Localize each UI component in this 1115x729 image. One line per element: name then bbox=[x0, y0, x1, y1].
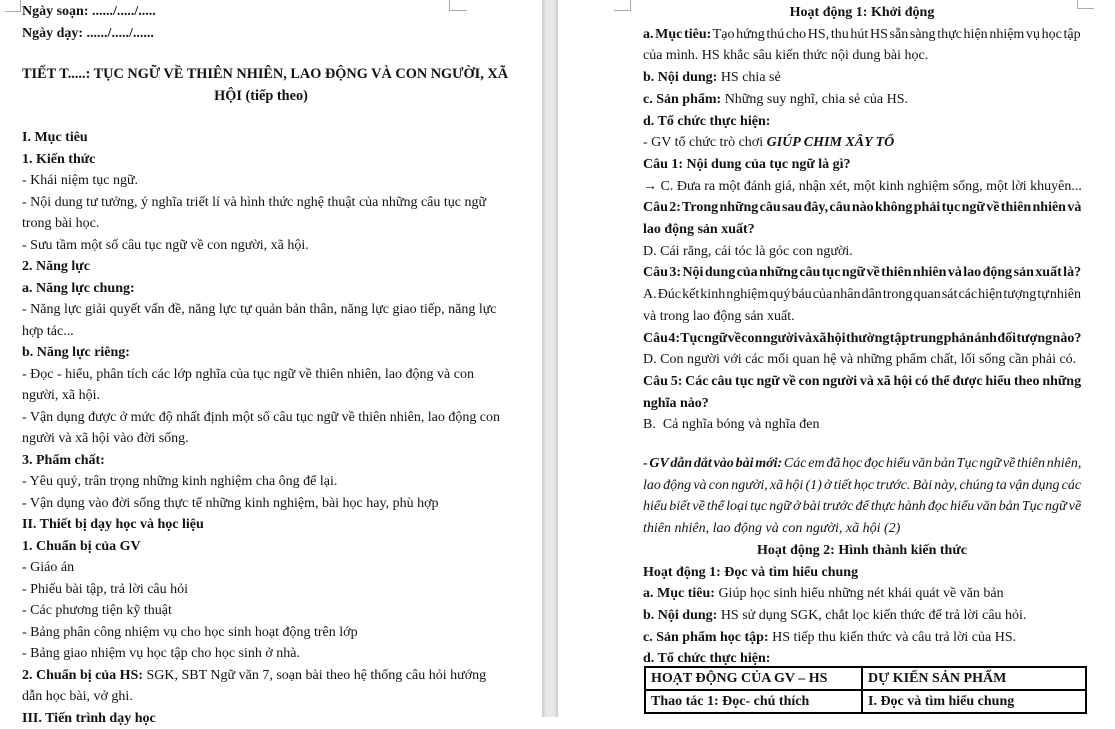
page-left[interactable] bbox=[0, 0, 542, 717]
body-line: người và xã hội vào đời sống. bbox=[22, 428, 500, 450]
game-name: GIÚP CHIM XÂY TỔ bbox=[767, 135, 895, 150]
subsection-heading-nang-luc: 2. Năng lực bbox=[22, 256, 500, 278]
body-line: - Yêu quý, trân trọng những kinh nghiệm cha ông để lại. bbox=[22, 471, 500, 493]
lead-in-line: thiên nhiên, lao động và con người, xã hội (2) bbox=[643, 518, 1081, 540]
body-line: - Các phương tiện kỹ thuật bbox=[22, 600, 500, 622]
body-line-to-chuc-2: d. Tổ chức thực hiện: bbox=[643, 648, 1081, 670]
body-line: - Phiếu bài tập, trả lời câu hỏi bbox=[22, 579, 500, 601]
body-line: - Khái niệm tục ngữ. bbox=[22, 170, 500, 192]
subsection-heading-pham-chat: 3. Phẩm chất: bbox=[22, 450, 500, 472]
date-composed-line: Ngày soạn: ....../...../..... bbox=[22, 1, 500, 23]
subsection-heading-chuan-bi-gv: 1. Chuẩn bị của GV bbox=[22, 536, 500, 558]
activity-heading-hinh-thanh: Hoạt động 2: Hình thành kiến thức bbox=[643, 540, 1081, 562]
body-line: của mình. HS khắc sâu kiến thức nội dung bài học. bbox=[643, 45, 1081, 67]
body-line-to-chuc: d. Tổ chức thực hiện: bbox=[643, 111, 1081, 133]
body-line-chuan-bi-hs: 2. Chuẩn bị của HS: SGK, SBT Ngữ văn 7, soạn bài theo hệ thống câu hỏi hướng bbox=[22, 665, 500, 687]
body-line: - Sưu tầm một số câu tục ngữ về con người, xã hội. bbox=[22, 235, 500, 257]
lesson-title-line1: TIẾT T.....: TỤC NGỮ VỀ THIÊN NHIÊN, LAO ĐỘNG VÀ CON NGƯỜI, XÃ bbox=[22, 64, 500, 86]
table-header-gv-hs: HOẠT ĐỘNG CỦA GV – HS bbox=[645, 667, 862, 690]
question-5-cont: nghĩa nào? bbox=[643, 393, 1081, 415]
table-cell-doc-tim-hieu: I. Đọc và tìm hiểu chung bbox=[862, 690, 1086, 713]
text-boundary-mark-top-left bbox=[5, 0, 21, 12]
body-line: - Bảng phân công nhiệm vụ cho học sinh hoạt động trên lớp bbox=[22, 622, 500, 644]
body-line-muc-tieu-2: a. Mục tiêu: Giúp học sinh hiểu những nét khái quát về văn bản bbox=[643, 583, 1081, 605]
lead-in-line: hiểu biết về thể loại tục ngữ ở bài trước để thực hành đọc hiểu văn bản Tục ngữ về bbox=[643, 496, 1081, 518]
spacer bbox=[22, 44, 500, 64]
table-header-row bbox=[645, 667, 1086, 690]
section-heading-muc-tieu: I. Mục tiêu bbox=[22, 127, 500, 149]
question-2-cont: lao động sản xuất? bbox=[643, 219, 1081, 241]
answer-1: → C. Đưa ra một đánh giá, nhận xét, một kinh nghiệm sống, một lời khuyên... bbox=[643, 176, 1081, 198]
section-heading-tien-trinh: III. Tiến trình dạy học bbox=[22, 708, 500, 729]
body-line: - Năng lực giải quyết vấn đề, năng lực tự quản bản thân, năng lực giao tiếp, năng lực bbox=[22, 299, 500, 321]
body-line: - Đọc - hiểu, phân tích các lớp nghĩa của tục ngữ về thiên nhiên, lao động và con bbox=[22, 364, 500, 386]
section-heading-thiet-bi: II. Thiết bị dạy học và học liệu bbox=[22, 514, 500, 536]
body-line: - Vận dụng vào đời sống thực tế những kinh nghiệm, bài học hay, phù hợp bbox=[22, 493, 500, 515]
table-header-san-pham: DỰ KIẾN SẢN PHẨM bbox=[862, 667, 1086, 690]
body-line: trong bài học. bbox=[22, 213, 500, 235]
question-5: Câu 5: Các câu tục ngữ về con người và xã hội có thể được hiểu theo những bbox=[643, 371, 1081, 393]
body-line-noi-dung: b. Nội dung: HS chia sẻ bbox=[643, 67, 1081, 89]
answer-5: B. Cả nghĩa bóng và nghĩa đen bbox=[643, 414, 1081, 436]
table-cell-thao-tac: Thao tác 1: Đọc- chú thích bbox=[645, 690, 862, 713]
answer-3-cont: và trong lao động sản xuất. bbox=[643, 306, 1081, 328]
answer-2: D. Cái răng, cái tóc là góc con người. bbox=[643, 241, 1081, 263]
answer-4: D. Con người với các mối quan hệ và những phẩm chất, lối sống cần phải có. bbox=[643, 349, 1081, 371]
spacer bbox=[643, 436, 1081, 453]
body-line-muc-tieu: a. Mục tiêu: Tạo hứng thú cho HS, thu hút HS sẵn sàng thực hiện nhiệm vụ học tập bbox=[643, 24, 1081, 46]
date-taught-line: Ngày dạy: ....../...../...... bbox=[22, 23, 500, 45]
subsection-heading-nl-chung: a. Năng lực chung: bbox=[22, 278, 500, 300]
page-right-text bbox=[643, 2, 1081, 714]
body-line: - Nội dung tư tưởng, ý nghĩa triết lí và hình thức nghệ thuật của những câu tục ngữ bbox=[22, 192, 500, 214]
body-line: người, xã hội. bbox=[22, 385, 500, 407]
body-line: hợp tác... bbox=[22, 321, 500, 343]
page-right[interactable] bbox=[558, 0, 1115, 717]
page-gap-divider bbox=[542, 0, 558, 717]
body-line: - Vận dụng được ở mức độ nhất định một số câu tục ngữ về thiên nhiên, lao động con bbox=[22, 407, 500, 429]
spacer bbox=[22, 107, 500, 127]
body-line-san-pham-2: c. Sản phẩm học tập: HS tiếp thu kiến thức và câu trả lời của HS. bbox=[643, 627, 1081, 649]
table-row bbox=[645, 690, 1086, 713]
answer-3: A. Đúc kết kinh nghiệm quý báu của nhân dân trong quan sát các hiện tượng tự nhiên bbox=[643, 284, 1081, 306]
text-boundary-mark-top-left bbox=[614, 0, 631, 11]
activity-subheading-doc: Hoạt động 1: Đọc và tìm hiểu chung bbox=[643, 562, 1081, 584]
subsection-heading-kien-thuc: 1. Kiến thức bbox=[22, 149, 500, 171]
body-line: dẫn học bài, vở ghi. bbox=[22, 686, 500, 708]
question-2: Câu 2: Trong những câu sau đây, câu nào không phải tục ngữ về thiên nhiên và bbox=[643, 197, 1081, 219]
page-left-text bbox=[22, 1, 500, 729]
question-1: Câu 1: Nội dung của tục ngữ là gì? bbox=[643, 154, 1081, 176]
subsection-heading-nl-rieng: b. Năng lực riêng: bbox=[22, 342, 500, 364]
activity-heading-khoi-dong: Hoạt động 1: Khởi động bbox=[643, 2, 1081, 24]
body-line: - Bảng giao nhiệm vụ học tập cho học sinh ở nhà. bbox=[22, 643, 500, 665]
lesson-activity-table bbox=[644, 666, 1087, 714]
lesson-title-line2: HỘI (tiếp theo) bbox=[22, 86, 500, 108]
body-line-game: - GV tổ chức trò chơi GIÚP CHIM XÂY TỔ bbox=[643, 132, 1081, 154]
question-4: Câu 4: Tục ngữ về con người và xã hội thường tập trung phản ánh đối tượng nào? bbox=[643, 328, 1081, 350]
question-3: Câu 3: Nội dung của những câu tục ngữ về thiên nhiên và lao động sản xuất là? bbox=[643, 262, 1081, 284]
body-line: - Giáo án bbox=[22, 557, 500, 579]
body-line-noi-dung-2: b. Nội dung: HS sử dụng SGK, chắt lọc kiến thức để trả lời câu hỏi. bbox=[643, 605, 1081, 627]
lead-in-line: lao động và con người, xã hội (1) ở tiết học trước. Bài này, chúng ta vận dụng các bbox=[643, 475, 1081, 497]
body-line-san-pham: c. Sản phẩm: Những suy nghĩ, chia sẻ của HS. bbox=[643, 89, 1081, 111]
lead-in-line: - GV dẫn dắt vào bài mới: Các em đã học đọc hiểu văn bản Tục ngữ về thiên nhiên, bbox=[643, 453, 1081, 475]
